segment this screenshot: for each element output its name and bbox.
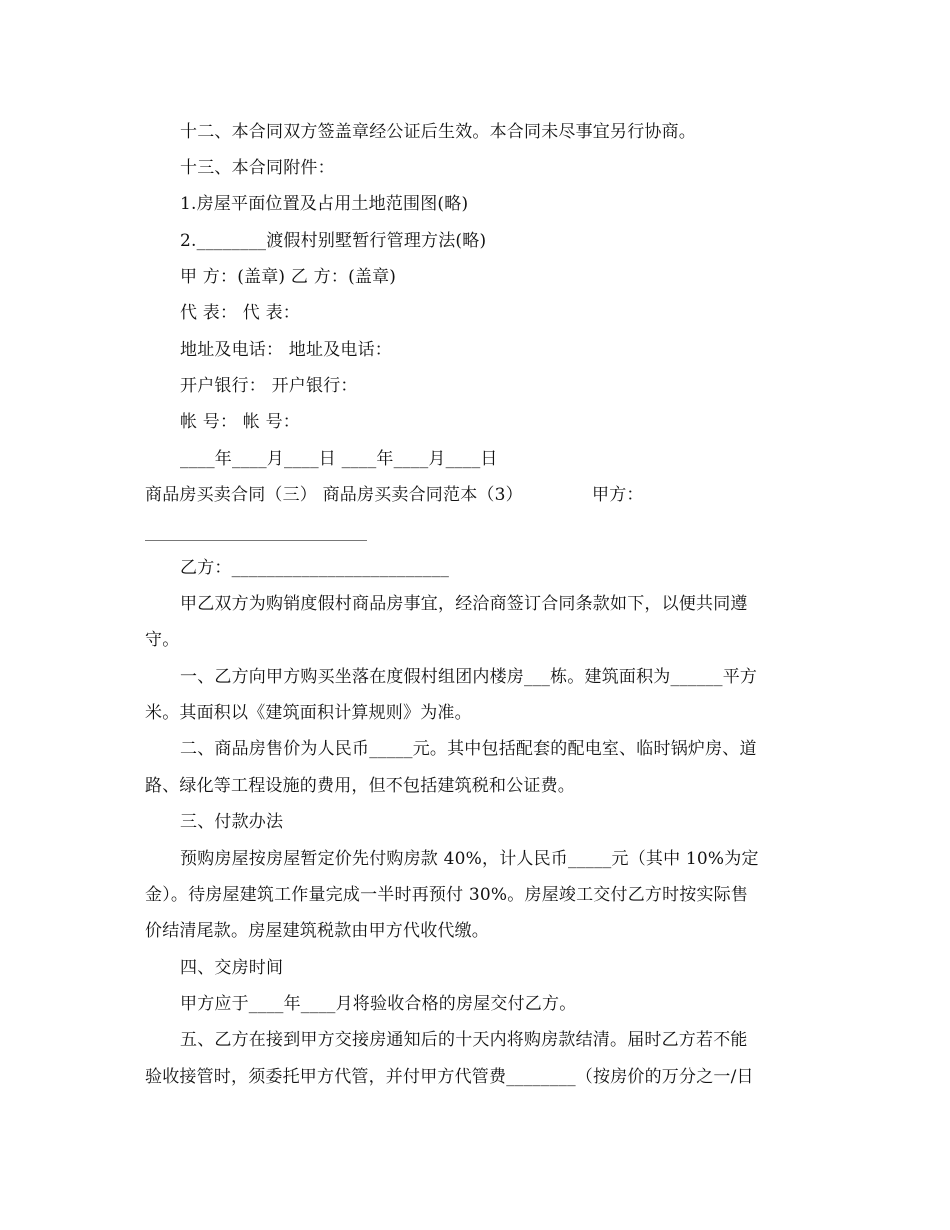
party-a-underline [145, 540, 367, 541]
account-line: 帐 号： 帐 号： [180, 412, 301, 432]
article-3-line-3: 价结清尾款。房屋建筑税款由甲方代收代缴。 [145, 921, 489, 941]
article-1-line-2: 米。其面积以《建筑面积计算规则》为准。 [145, 703, 472, 723]
article-5-line-1: 五、乙方在接到甲方交接房通知后的十天内将购房款结清。届时乙方若不能 [180, 1030, 748, 1050]
intro-paragraph-line-2: 守。 [145, 630, 180, 650]
bank-line: 开户银行： 开户银行： [180, 376, 358, 396]
party-seal-line: 甲 方：(盖章) 乙 方：(盖章) [180, 267, 397, 287]
article-2-line-1: 二、商品房售价为人民币_____元。其中包括配套的配电室、临时锅炉房、道 [180, 739, 757, 759]
party-b-line: 乙方：_________________________ [180, 558, 450, 578]
article-2-line-2: 路、绿化等工程设施的费用，但不包括建筑税和公证费。 [145, 776, 575, 796]
date-line: ____年____月____日 ____年____月____日 [180, 449, 498, 469]
article-5-line-2: 验收接管时，须委托甲方代管，并付甲方代管费________（按房价的万分之一/日 [145, 1067, 754, 1087]
article-4-line-1: 甲方应于____年____月将验收合格的房屋交付乙方。 [180, 994, 577, 1014]
representative-line: 代 表： 代 表： [180, 303, 301, 323]
article-3-heading: 三、付款办法 [180, 812, 284, 832]
contract-title: 商品房买卖合同（三） 商品房买卖合同范本（3） [145, 485, 523, 505]
attachment-2: 2.________渡假村别墅暂行管理方法(略) [180, 231, 487, 251]
clause-12: 十二、本合同双方签盖章经公证后生效。本合同未尽事宜另行协商。 [180, 122, 696, 142]
intro-paragraph-line-1: 甲乙双方为购销度假村商品房事宜，经洽商签订合同条款如下，以便共同遵 [180, 594, 748, 614]
attachment-1: 1.房屋平面位置及占用土地范围图(略) [180, 194, 469, 214]
address-phone-line: 地址及电话： 地址及电话： [180, 340, 393, 360]
party-a-label: 甲方： [592, 485, 644, 505]
article-3-line-2: 金）。待房屋建筑工作量完成一半时再预付 30%。房屋竣工交付乙方时按实际售 [145, 885, 749, 905]
article-4-heading: 四、交房时间 [180, 958, 284, 978]
article-1-line-1: 一、乙方向甲方购买坐落在度假村组团内楼房___栋。建筑面积为______平方 [180, 667, 758, 687]
article-3-line-1: 预购房屋按房屋暂定价先付购房款 40%，计人民币_____元（其中 10%为定 [180, 849, 759, 869]
clause-13-heading: 十三、本合同附件： [180, 158, 335, 178]
